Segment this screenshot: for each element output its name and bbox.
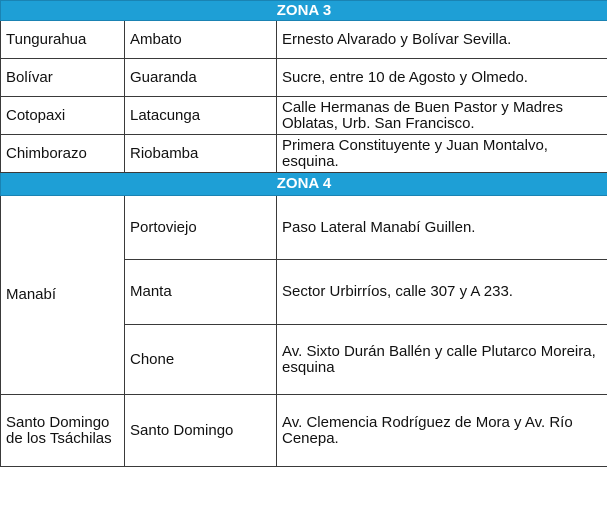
province-cell: Chimborazo [1,135,125,173]
address-cell: Paso Lateral Manabí Guillen. [277,196,607,260]
table-row [1,395,607,467]
address-cell: Sector Urbirríos, calle 307 y A 233. [277,260,607,325]
province-cell: Cotopaxi [1,97,125,135]
table-row [1,196,607,260]
table-row [1,97,607,135]
address-cell: Sucre, entre 10 de Agosto y Olmedo. [277,59,607,97]
city-cell: Santo Domingo [125,395,277,467]
address-cell: Av. Clemencia Rodríguez de Mora y Av. Río Cenepa. [277,395,607,467]
zone-header: ZONA 4 [1,173,607,196]
address-cell: Ernesto Alvarado y Bolívar Sevilla. [277,21,607,59]
city-cell: Manta [125,260,277,325]
address-cell: Av. Sixto Durán Ballén y calle Plutarco Moreira, esquina [277,325,607,395]
city-cell: Riobamba [125,135,277,173]
province-cell: Manabí [1,196,125,395]
table-row [1,59,607,97]
province-cell: Tungurahua [1,21,125,59]
zone-header: ZONA 3 [1,1,607,21]
province-cell: Santo Domingo de los Tsáchilas [1,395,125,467]
address-cell: Primera Constituyente y Juan Montalvo, esquina. [277,135,607,173]
city-cell: Portoviejo [125,196,277,260]
table-row [1,135,607,173]
city-cell: Guaranda [125,59,277,97]
city-cell: Latacunga [125,97,277,135]
table-row [1,21,607,59]
city-cell: Chone [125,325,277,395]
zone-header-row [1,173,607,196]
province-cell: Bolívar [1,59,125,97]
zone-header-row [1,1,607,21]
city-cell: Ambato [125,21,277,59]
address-cell: Calle Hermanas de Buen Pastor y Madres Oblatas, Urb. San Francisco. [277,97,607,135]
